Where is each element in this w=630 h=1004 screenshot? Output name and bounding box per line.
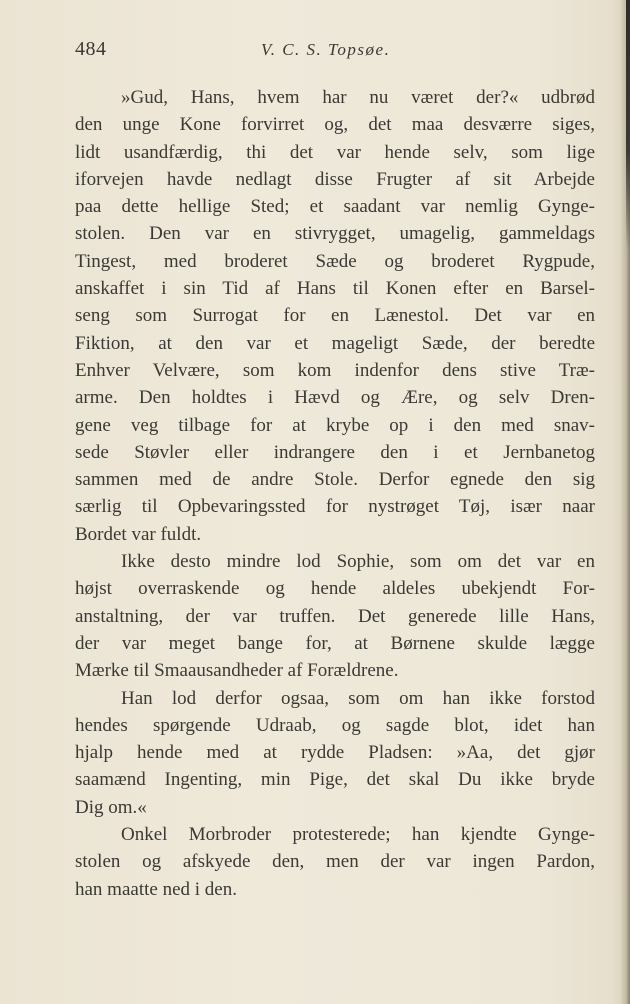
page-number: 484 — [75, 38, 107, 60]
text-line: Han lod derfor ogsaa, som om han ikke forstod — [121, 687, 595, 709]
text-line: særlig til Opbevaringssted for nystrøget Tøj, især naar — [75, 496, 595, 518]
text-line: saamænd Ingenting, min Pige, det skal Du ikke bryde — [75, 769, 595, 791]
text-line: den unge Kone forvirret og, det maa desværre siges, — [75, 114, 595, 136]
text-line: gene veg tilbage for at krybe op i den med snav- — [75, 414, 595, 436]
text-line: anstaltning, der var truffen. Det generede lille Hans, — [75, 605, 595, 627]
text-line: Tingest, med broderet Sæde og broderet Rygpude, — [75, 250, 595, 272]
book-binding-edge — [626, 0, 630, 250]
text-line: stolen og afskyede den, men der var ingen Pardon, — [75, 851, 595, 873]
page-header — [75, 38, 595, 66]
text-body — [75, 84, 595, 903]
text-line: seng som Surrogat for en Lænestol. Det var en — [75, 305, 595, 327]
text-line: Onkel Morbroder protesterede; han kjendte Gynge- — [121, 824, 595, 846]
text-line: sede Støvler eller indrangere den i et Jernbanetog — [75, 441, 595, 463]
text-line: stolen. Den var en stivrygget, umagelig, gammeldags — [75, 223, 595, 245]
text-line: lidt usandfærdig, thi det var hende selv, som lige — [75, 141, 595, 163]
text-line: paa dette hellige Sted; et saadant var nemlig Gynge- — [75, 196, 595, 218]
text-line: Mærke til Smaausandheder af Forældrene. — [75, 660, 399, 682]
running-head: V. C. S. Topsøe. — [261, 40, 391, 59]
text-line: iforvejen havde nedlagt disse Frugter af sit Arbejde — [75, 168, 595, 190]
text-line: anskaffet i sin Tid af Hans til Konen efter en Barsel- — [75, 278, 595, 300]
text-line: han maatte ned i den. — [75, 878, 237, 900]
text-line: »Gud, Hans, hvem har nu været der?« udbrød — [121, 87, 595, 108]
text-line: højst overraskende og hende aldeles ubekjendt For- — [75, 578, 595, 600]
text-line: hjalp hende med at rydde Pladsen: »Aa, det gjør — [75, 742, 595, 764]
text-line: Bordet var fuldt. — [75, 523, 202, 545]
text-line: Enhver Velvære, som kom indenfor dens stive Træ- — [75, 359, 595, 381]
text-line: Ikke desto mindre lod Sophie, som om det var en — [121, 551, 595, 573]
text-line: der var meget bange for, at Børnene skulde lægge — [75, 632, 595, 654]
text-line: Fiktion, at den var et mageligt Sæde, der beredte — [75, 332, 595, 354]
text-line: sammen med de andre Stole. Derfor egnede den sig — [75, 469, 595, 491]
text-line: arme. Den holdtes i Hævd og Ære, og selv Dren- — [75, 387, 595, 409]
text-line: Dig om.« — [75, 796, 147, 818]
text-line: hendes spørgende Udraab, og sagde blot, idet han — [75, 714, 595, 736]
